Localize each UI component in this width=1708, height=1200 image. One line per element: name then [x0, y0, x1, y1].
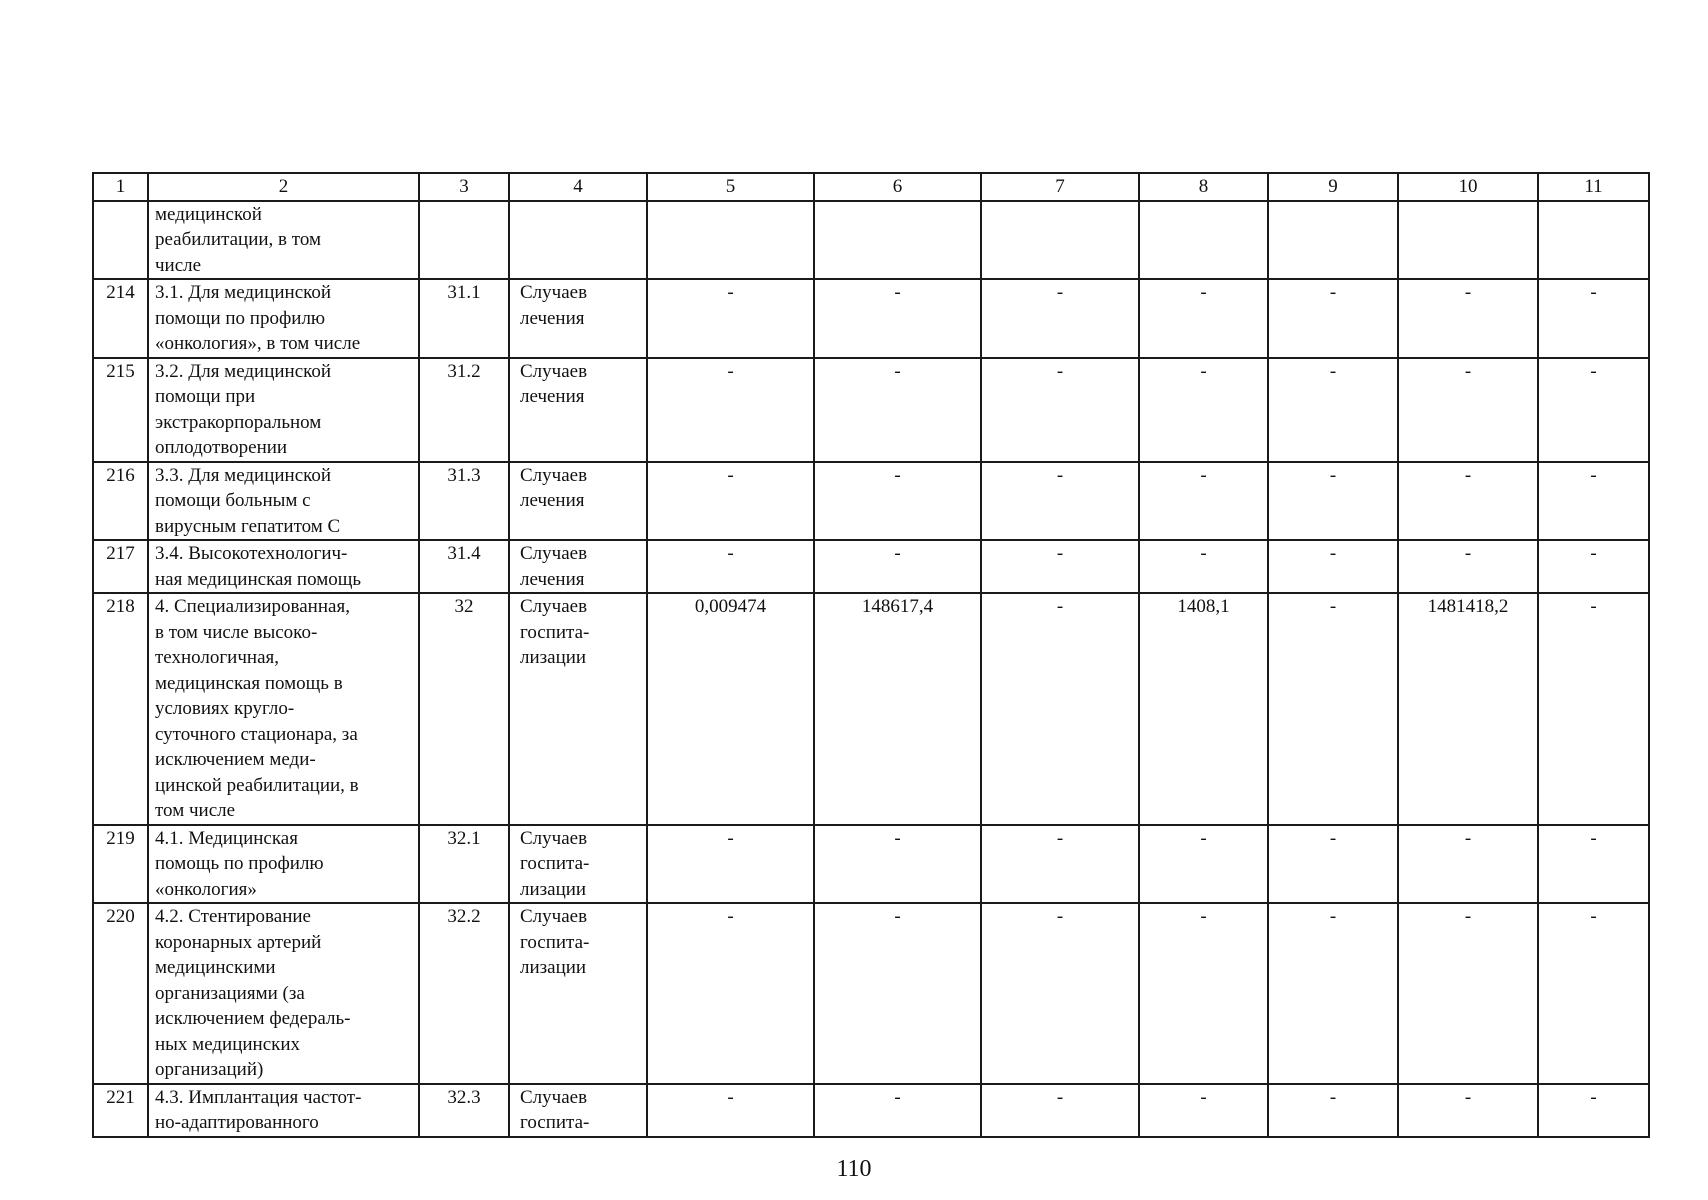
value-cell-col-7: -	[981, 462, 1139, 541]
indicator-name-cell	[148, 201, 419, 280]
indicator-name-line: 4.3. Имплантация частот-	[155, 1086, 362, 1108]
value-cell-col-6	[814, 201, 981, 280]
table-row	[93, 201, 1649, 280]
unit-line: госпита-	[520, 931, 590, 953]
value-cell-col-10: -	[1398, 903, 1538, 1084]
value-cell-col-5: 0,009474	[647, 593, 814, 825]
table-row	[93, 593, 1649, 825]
unit-line: Случаев	[520, 596, 588, 617]
indicator-name-line: ная медицинская помощь	[155, 568, 362, 590]
indicator-name-line: «онкология»	[155, 878, 257, 900]
row-number-cell: 215	[93, 358, 148, 462]
unit-line: лечения	[520, 386, 585, 407]
value-cell-col-10: 1481418,2	[1398, 593, 1538, 825]
indicator-name-line: исключением федераль-	[155, 1008, 351, 1029]
value-cell-col-11: -	[1538, 279, 1649, 358]
indicator-name-line: оплодотворении	[155, 437, 288, 458]
indicator-name-cell	[148, 593, 419, 825]
value-cell-col-11: -	[1538, 540, 1649, 593]
unit-line: Случаев	[520, 360, 588, 382]
value-cell-col-9: -	[1268, 540, 1398, 593]
indicator-name-line: «онкология», в том числе	[155, 333, 361, 354]
value-cell-col-6: 148617,4	[814, 593, 981, 825]
header-row	[93, 173, 1649, 201]
value-cell-col-11: -	[1538, 825, 1649, 904]
value-cell-col-8	[1139, 201, 1268, 280]
unit-cell	[509, 201, 647, 280]
value-cell-col-11	[1538, 201, 1649, 280]
unit-cell	[509, 1084, 647, 1137]
column-header-2: 2	[148, 173, 419, 201]
value-cell-col-5: -	[647, 358, 814, 462]
value-cell-col-9: -	[1268, 903, 1398, 1084]
value-cell-col-9: -	[1268, 593, 1398, 825]
line-code-cell: 32.1	[419, 825, 509, 904]
table-body	[93, 201, 1649, 1137]
value-cell-col-11: -	[1538, 462, 1649, 541]
column-header-5: 5	[647, 173, 814, 201]
row-number-cell: 220	[93, 903, 148, 1084]
column-header-1: 1	[93, 173, 148, 201]
value-cell-col-11: -	[1538, 593, 1649, 825]
value-cell-col-10: -	[1398, 540, 1538, 593]
indicator-name-line: условиях кругло-	[155, 698, 295, 719]
table-row	[93, 903, 1649, 1084]
value-cell-col-8: -	[1139, 540, 1268, 593]
indicator-name-line: медицинскими	[155, 957, 276, 978]
value-cell-col-6: -	[814, 358, 981, 462]
indicator-name-line: помощь по профилю	[155, 853, 324, 874]
table-row	[93, 358, 1649, 462]
row-number-cell: 219	[93, 825, 148, 904]
value-cell-col-8: -	[1139, 462, 1268, 541]
row-number-cell	[93, 201, 148, 280]
unit-line: лизации	[520, 647, 587, 668]
indicator-name-cell	[148, 825, 419, 904]
indicator-name-line: 3.1. Для медицинской	[155, 282, 332, 303]
indicator-name-cell	[148, 1084, 419, 1137]
line-code-cell: 32	[419, 593, 509, 825]
indicator-name-line: организаций)	[155, 1059, 264, 1080]
value-cell-col-7: -	[981, 279, 1139, 358]
unit-cell	[509, 903, 647, 1084]
value-cell-col-8: -	[1139, 279, 1268, 358]
row-number-cell: 214	[93, 279, 148, 358]
row-number-cell: 218	[93, 593, 148, 825]
value-cell-col-10: -	[1398, 462, 1538, 541]
column-header-6: 6	[814, 173, 981, 201]
column-header-11: 11	[1538, 173, 1649, 201]
unit-line: Случаев	[520, 906, 588, 927]
value-cell-col-6: -	[814, 825, 981, 904]
line-code-cell: 31.3	[419, 462, 509, 541]
line-code-cell	[419, 201, 509, 280]
indicator-name-line: том числе	[155, 800, 236, 821]
indicator-name-line: реабилитации, в том	[155, 229, 321, 250]
indicator-name-line: 4. Специализированная,	[155, 596, 350, 617]
value-cell-col-8: -	[1139, 1084, 1268, 1137]
indicator-name-line: коронарных артерий	[155, 931, 322, 953]
unit-cell	[509, 358, 647, 462]
indicator-name-line: медицинской	[155, 203, 262, 225]
row-number-cell: 217	[93, 540, 148, 593]
value-cell-col-9: -	[1268, 1084, 1398, 1137]
unit-line: Случаев	[520, 282, 588, 303]
indicator-name-line: цинской реабилитации, в	[155, 774, 359, 796]
indicator-name-line: числе	[155, 254, 202, 276]
indicator-name-line: в том числе высоко-	[155, 621, 318, 643]
unit-line: Случаев	[520, 1086, 588, 1108]
indicator-name-line: 4.1. Медицинская	[155, 827, 298, 849]
value-cell-col-8: -	[1139, 358, 1268, 462]
value-cell-col-7: -	[981, 540, 1139, 593]
value-cell-col-7: -	[981, 358, 1139, 462]
line-code-cell: 32.3	[419, 1084, 509, 1137]
indicator-name-line: исключением меди-	[155, 749, 316, 770]
value-cell-col-10: -	[1398, 279, 1538, 358]
line-code-cell: 32.2	[419, 903, 509, 1084]
value-cell-col-8: -	[1139, 825, 1268, 904]
unit-line: лечения	[520, 568, 585, 590]
row-number-cell: 216	[93, 462, 148, 541]
indicator-name-line: 3.2. Для медицинской	[155, 360, 332, 382]
indicator-name-line: 3.3. Для медицинской	[155, 464, 332, 486]
column-header-9: 9	[1268, 173, 1398, 201]
value-cell-col-10	[1398, 201, 1538, 280]
value-cell-col-5	[647, 201, 814, 280]
unit-line: лизации	[520, 957, 587, 978]
unit-line: Случаев	[520, 827, 588, 849]
indicator-name-line: но-адаптированного	[155, 1112, 319, 1133]
value-cell-col-5: -	[647, 825, 814, 904]
column-header-7: 7	[981, 173, 1139, 201]
line-code-cell: 31.4	[419, 540, 509, 593]
indicator-name-line: медицинская помощь в	[155, 672, 343, 694]
value-cell-col-6: -	[814, 903, 981, 1084]
line-code-cell: 31.1	[419, 279, 509, 358]
indicator-name-line: помощи больным с	[155, 490, 311, 511]
unit-cell	[509, 540, 647, 593]
unit-cell	[509, 462, 647, 541]
indicator-name-line: вирусным гепатитом С	[155, 515, 341, 537]
data-table	[92, 172, 1650, 1138]
unit-line: лечения	[520, 490, 585, 511]
value-cell-col-7: -	[981, 903, 1139, 1084]
indicator-name-cell	[148, 279, 419, 358]
value-cell-col-6: -	[814, 1084, 981, 1137]
value-cell-col-9: -	[1268, 358, 1398, 462]
value-cell-col-10: -	[1398, 825, 1538, 904]
value-cell-col-5: -	[647, 279, 814, 358]
indicator-name-line: 4.2. Стентирование	[155, 906, 311, 927]
unit-cell	[509, 593, 647, 825]
indicator-name-line: технологичная,	[155, 647, 279, 668]
value-cell-col-5: -	[647, 903, 814, 1084]
column-header-4: 4	[509, 173, 647, 201]
unit-cell	[509, 279, 647, 358]
indicator-name-cell	[148, 358, 419, 462]
indicator-name-line: помощи по профилю	[155, 307, 326, 329]
unit-line: госпита-	[520, 621, 590, 643]
column-header-10: 10	[1398, 173, 1538, 201]
value-cell-col-8: -	[1139, 903, 1268, 1084]
value-cell-col-7: -	[981, 593, 1139, 825]
indicator-name-cell	[148, 903, 419, 1084]
value-cell-col-5: -	[647, 1084, 814, 1137]
table-row	[93, 462, 1649, 541]
indicator-name-line: 3.4. Высокотехнологич-	[155, 543, 348, 564]
value-cell-col-5: -	[647, 540, 814, 593]
value-cell-col-8: 1408,1	[1139, 593, 1268, 825]
value-cell-col-9	[1268, 201, 1398, 280]
column-header-3: 3	[419, 173, 509, 201]
unit-line: Случаев	[520, 543, 588, 564]
value-cell-col-7: -	[981, 1084, 1139, 1137]
unit-line: лизации	[520, 878, 587, 900]
value-cell-col-9: -	[1268, 279, 1398, 358]
unit-line: лечения	[520, 307, 585, 329]
value-cell-col-6: -	[814, 540, 981, 593]
indicator-name-line: суточного стационара, за	[155, 723, 358, 745]
table-row	[93, 1084, 1649, 1137]
table-row	[93, 540, 1649, 593]
indicator-name-line: экстракорпоральном	[155, 411, 322, 433]
indicator-name-line: помощи при	[155, 386, 256, 407]
value-cell-col-11: -	[1538, 358, 1649, 462]
value-cell-col-11: -	[1538, 903, 1649, 1084]
indicator-name-line: ных медицинских	[155, 1033, 301, 1055]
value-cell-col-9: -	[1268, 462, 1398, 541]
indicator-name-cell	[148, 540, 419, 593]
value-cell-col-9: -	[1268, 825, 1398, 904]
value-cell-col-11: -	[1538, 1084, 1649, 1137]
unit-line: Случаев	[520, 464, 588, 486]
unit-line: госпита-	[520, 1112, 590, 1133]
unit-cell	[509, 825, 647, 904]
value-cell-col-6: -	[814, 462, 981, 541]
value-cell-col-7	[981, 201, 1139, 280]
value-cell-col-6: -	[814, 279, 981, 358]
value-cell-col-5: -	[647, 462, 814, 541]
indicator-name-cell	[148, 462, 419, 541]
value-cell-col-7: -	[981, 825, 1139, 904]
line-code-cell: 31.2	[419, 358, 509, 462]
unit-line: госпита-	[520, 853, 590, 874]
value-cell-col-10: -	[1398, 358, 1538, 462]
column-header-8: 8	[1139, 173, 1268, 201]
value-cell-col-10: -	[1398, 1084, 1538, 1137]
indicator-name-line: организациями (за	[155, 982, 305, 1004]
page-number: 110	[836, 1156, 872, 1182]
table-row	[93, 825, 1649, 904]
row-number-cell: 221	[93, 1084, 148, 1137]
table-row	[93, 279, 1649, 358]
